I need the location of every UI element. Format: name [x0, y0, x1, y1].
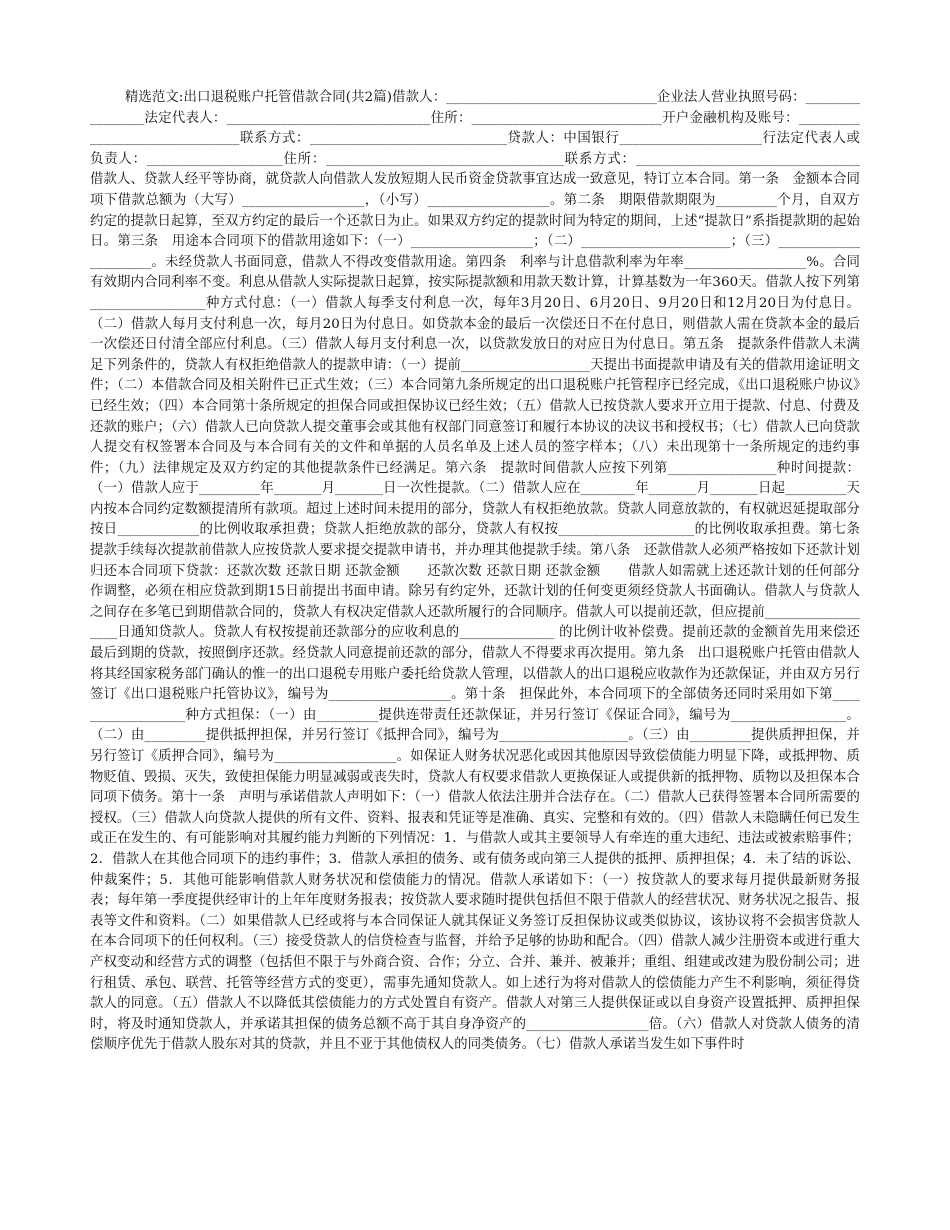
document-page — [90, 88, 874, 1198]
contract-body-paragraph: 精选范文:出口退税账户托管借款合同(共2篇)借款人：_______________________________企业法人营业执照号码：________________法定代表人：______________________________住所：____________________________开户金融机构及账号：_______________________________联系方式：_____________________________贷款人：中国银行_____________________行法定代表人或负责人：____________________住所：___________________________________联系方式：_________________________________借款人、贷款人经平等协商，就贷款人向借款人发放短期人民币资金贷款事宜达成一致意见，特订立本合同。第一条 金额本合同项下借款总额为（大写）__________________，（小写）__________________。第二条 期限借款期限为_________个月，自双方约定的提款日起算，至双方约定的最后一个还款日为止。如果双方约定的提款时间为特定的期间，上述“提款日”系指提款期的起始日。第三条 用途本合同项下的借款用途如下：（一）__________________；（二）______________________；（三）_____________________。未经贷款人书面同意，借款人不得改变借款用途。第四条 利率与计息借款利率为年率__________________%。合同有效期内合同利率不变。利息从借款人实际提款日起算，按实际提款额和用款天数计算，计算基数为一年360天。借款人按下列第_________________种方式付息：（一）借款人每季支付利息一次，每年3月20日、6月20日、9月20日和12月20日为付息日。（二）借款人每月支付利息一次，每月20日为付息日。如贷款本金的最后一次偿还日不在付息日，则借款人需在贷款本金的最后一次偿还日付清全部应付利息。（三）借款人每月支付利息一次，以贷款发放日的对应日为付息日。第五条 提款条件借款人未满足下列条件的，贷款人有权拒绝借款人的提款申请：（一）提前___________________天提出书面提款申请及有关的借款用途证明文件；（二）本借款合同及相关附件已正式生效；（三）本合同第九条所规定的出口退税账户托管程序已经完成，《出口退税账户协议》已经生效；（四）本合同第十条所规定的担保合同或担保协议已经生效；（五）借款人已按贷款人要求开立用于提款、付息、付费及还款的账户；（六）借款人已向贷款人提交董事会或其他有权部门同意签订和履行本协议的决议书和授权书；（七）借款人已向贷款人提交有权签署本合同及与本合同有关的文件和单据的人员名单及上述人员的签字样本；（八）未出现第十一条所规定的违约事件；（九）法律规定及双方约定的其他提款条件已经满足。第六条 提款时间借款人应按下列第________________种时间提款：（一）借款人应于_________年_______月_______日一次性提款。（二）借款人应在________年_______月_______日起_________天内按本合同约定数额提清所有款项。超过上述时间未提用的部分，贷款人有权拒绝放款。贷款人同意放款的，有权就迟延提取部分按日____________的比例收取承担费；贷款人拒绝放款的部分，贷款人有权按____________________的比例收取承担费。第七条 提款手续每次提款前借款人应按贷款人要求提交提款申请书，并办理其他提款手续。第八条 还款借款人必须严格按如下还款计划归还本合同项下贷款：还款次数 还款日期 还款金额 还款次数 还款日期 还款金额 借款人如需就上述还款计划的任何部分作调整，必须在相应贷款到期15日前提出书面申请。除另有约定外，还款计划的任何变更须经贷款人书面确认。借款人与贷款人之间存在多笔已到期借款合同的，贷款人有权决定借款人还款所履行的合同顺序。借款人可以提前还款，但应提前__________________日通知贷款人。贷款人有权按提前还款部分的应收利息的______________ 的比例计收补偿费。提前还款的金额首先用来偿还最后到期的贷款，按照倒序还款。经贷款人同意提前还款的部分，借款人不得要求再次提用。第九条 出口退税账户托管由借款人将其经国家税务部门确认的惟一的出口退税专用账户委托给贷款人管理，以借款人的出口退税应收款作为还款保证，并由双方另行签订《出口退税账户托管协议》，编号为__________________。第十条 担保此外，本合同项下的全部债务还同时采用如下第__________________种方式担保：（一）由_________提供连带责任还款保证，并另行签订《保证合同》，编号为_________________。（二）由_________提供抵押担保，并另行签订《抵押合同》，编号为___________________。（三）由_________提供质押担保，并另行签订《质押合同》，编号为__________________。如保证人财务状况恶化或因其他原因导致偿债能力明显下降，或抵押物、质物贬值、毁损、灭失，致使担保能力明显减弱或丧失时，贷款人有权要求借款人更换保证人或提供新的抵押物、质物以及担保本合同项下债务。第十一条 声明与承诺借款人声明如下：（一）借款人依法注册并合法存在。（二）借款人已获得签署本合同所需要的授权。（三）借款人向贷款人提供的所有文件、资料、报表和凭证等是准确、真实、完整和有效的。（四）借款人未隐瞒任何已发生或正在发生的、有可能影响对其履约能力判断的下列情况：1．与借款人或其主要领导人有牵连的重大违纪、违法或被索赔事件；2．借款人在其他合同项下的违约事件；3．借款人承担的债务、或有债务或向第三人提供的抵押、质押担保；4．未了结的诉讼、仲裁案件；5．其他可能影响借款人财务状况和偿债能力的情况。借款人承诺如下：（一）按贷款人的要求每月提供最新财务报表；每年第一季度提供经审计的上年年度财务报表；按贷款人要求随时提供包括但不限于借款人的经营状况、财务状况之报告、报表等文件和资料。（二）如果借款人已经或将与本合同保证人就其保证义务签订反担保协议或类似协议，该协议将不会损害贷款人在本合同项下的任何权利。（三）接受贷款人的信贷检查与监督，并给予足够的协助和配合。（四）借款人减少注册资本或进行重大产权变动和经营方式的调整（包括但不限于与外商合资、合作；分立、合并、兼并、被兼并；重组、组建或改建为股份制公司；进行租赁、承包、联营、托管等经营方式的变更），需事先通知贷款人。如上述行为将对借款人的偿债能力产生不利影响，须征得贷款人的同意。（五）借款人不以降低其偿债能力的方式处置自有资产。借款人对第三人提供保证或以自身资产设置抵押、质押担保时，将及时通知贷款人，并承诺其担保的债务总额不高于其自身净资产的__________________倍。（六）借款人对贷款人债务的清偿顺序优先于借款人股东对其的贷款，并且不亚于其他债权人的同类债务。（七）借款人承诺当发生如下事件时 — [90, 90, 874, 1053]
